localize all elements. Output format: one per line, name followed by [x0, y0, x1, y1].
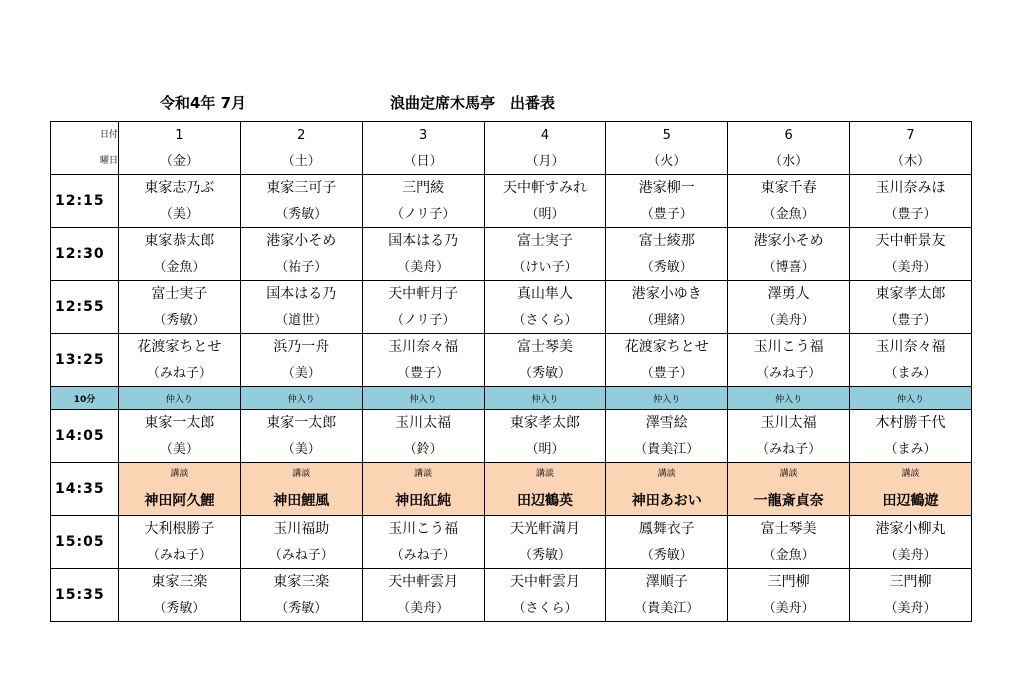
accompanist: （博喜）: [762, 259, 815, 275]
koudan-label: 講談: [779, 469, 798, 480]
performer-name: 富士実子: [151, 286, 208, 303]
performer-cell: [728, 516, 850, 569]
performer-name: 三門柳: [889, 574, 932, 591]
intermission-cell: 仲入り: [728, 387, 850, 410]
day-header: [606, 122, 728, 175]
performer-name: 天光軒満月: [509, 521, 580, 538]
performer-name: 澤雪絵: [645, 415, 688, 432]
performer-name: 東家一太郎: [266, 415, 337, 432]
accompanist: （美舟）: [884, 600, 937, 616]
accompanist: （みね子）: [390, 547, 456, 563]
accompanist: （貴美江）: [634, 600, 700, 616]
slot-time: 14:05: [51, 410, 119, 463]
slot-time: 14:35: [51, 463, 119, 516]
performer-cell: [240, 516, 362, 569]
day-number: 4: [540, 127, 550, 143]
performer-cell: [362, 175, 484, 228]
performer-name: 三門柳: [767, 574, 810, 591]
performer-cell: [240, 281, 362, 334]
performer-cell: [240, 228, 362, 281]
accompanist: （秀敏）: [640, 259, 693, 275]
performer-cell: [484, 281, 606, 334]
intermission-duration: 10分: [51, 387, 119, 410]
accompanist: （美舟）: [397, 259, 450, 275]
accompanist: （けい子）: [512, 259, 578, 275]
koudan-cell: [606, 463, 728, 516]
performer-cell: [606, 281, 728, 334]
accompanist: （美舟）: [884, 547, 937, 563]
day-weekday: （木）: [891, 153, 931, 169]
koudan-label: 講談: [414, 469, 433, 480]
performer-name: 天中軒景友: [875, 233, 946, 250]
slot-row: [51, 175, 972, 228]
performer-cell: [850, 281, 972, 334]
performer-name: 大利根勝子: [144, 521, 215, 538]
performer-cell: [728, 281, 850, 334]
slot-time: 12:15: [51, 175, 119, 228]
performer-name: 東家志乃ぶ: [144, 180, 215, 197]
accompanist: （秀敏）: [153, 600, 206, 616]
accompanist: （豊子）: [884, 206, 937, 222]
performer-name: 東家孝太郎: [509, 415, 580, 432]
performer-name: 富士琴美: [516, 339, 573, 356]
day-weekday: （水）: [769, 153, 809, 169]
performer-cell: [606, 410, 728, 463]
performer-cell: [119, 228, 241, 281]
koudan-performer: 神田紅純: [395, 492, 452, 509]
performer-name: 東家三楽: [151, 574, 208, 591]
slot-time: 15:05: [51, 516, 119, 569]
day-number: 2: [297, 127, 306, 143]
accompanist: （豊子）: [884, 312, 937, 328]
schedule-table: [50, 121, 972, 622]
day-number: 6: [784, 127, 793, 143]
performer-cell: [362, 334, 484, 387]
performer-name: 港家柳一: [638, 180, 695, 197]
accompanist: （みね子）: [756, 441, 822, 457]
performer-name: 鳳舞衣子: [638, 521, 695, 538]
performer-name: 東家孝太郎: [875, 286, 946, 303]
performer-name: 富士琴美: [760, 521, 817, 538]
day-number: 5: [662, 127, 671, 143]
slot-time: 12:55: [51, 281, 119, 334]
koudan-performer: 神田鯉風: [273, 492, 330, 509]
accompanist: （秀敏）: [275, 206, 328, 222]
performer-cell: [484, 569, 606, 622]
performer-name: 木村勝千代: [875, 415, 946, 432]
performer-cell: [119, 175, 241, 228]
performer-cell: [484, 410, 606, 463]
slot-row: [51, 281, 972, 334]
accompanist: （美舟）: [397, 600, 450, 616]
day-weekday: （日）: [403, 153, 443, 169]
performer-cell: [728, 569, 850, 622]
performer-cell: [728, 334, 850, 387]
performer-name: 東家三楽: [273, 574, 330, 591]
performer-cell: [606, 516, 728, 569]
koudan-label: 講談: [535, 469, 554, 480]
intermission-row: [51, 387, 972, 410]
performer-name: 花渡家ちとせ: [137, 339, 222, 356]
performer-name: 東家三可子: [266, 180, 337, 197]
performer-cell: [850, 516, 972, 569]
accompanist: （みね子）: [146, 547, 212, 563]
accompanist: （秀敏）: [640, 547, 693, 563]
accompanist: （金魚）: [762, 206, 815, 222]
performer-cell: [240, 410, 362, 463]
performer-cell: [119, 516, 241, 569]
accompanist: （美）: [159, 441, 199, 457]
accompanist: （秀敏）: [153, 312, 206, 328]
performer-cell: [119, 569, 241, 622]
accompanist: （明）: [525, 441, 565, 457]
performer-name: 玉川奈みほ: [875, 180, 946, 197]
performer-name: 天中軒雲月: [509, 574, 580, 591]
schedule-title: 浪曲定席木馬亭 出番表: [390, 94, 556, 112]
performer-cell: [240, 334, 362, 387]
accompanist: （美舟）: [762, 600, 815, 616]
performer-cell: [850, 175, 972, 228]
intermission-cell: 仲入り: [484, 387, 606, 410]
schedule-period: 令和4年 7月: [160, 94, 247, 112]
performer-name: 玉川太福: [395, 415, 452, 432]
koudan-performer: 神田あおい: [631, 492, 702, 509]
accompanist: （金魚）: [153, 259, 206, 275]
intermission-cell: 仲入り: [240, 387, 362, 410]
accompanist: （さくら）: [512, 600, 578, 616]
performer-name: 玉川太福: [760, 415, 817, 432]
accompanist: （美舟）: [884, 259, 937, 275]
performer-name: 玉川奈々福: [875, 339, 946, 356]
performer-cell: [728, 410, 850, 463]
slot-time: 15:35: [51, 569, 119, 622]
performer-cell: [119, 281, 241, 334]
performer-name: 玉川こう福: [753, 339, 824, 356]
accompanist: （金魚）: [762, 547, 815, 563]
performer-name: 玉川奈々福: [388, 339, 459, 356]
accompanist: （ノリ子）: [390, 312, 456, 328]
performer-cell: [850, 569, 972, 622]
performer-cell: [119, 334, 241, 387]
day-header: [728, 122, 850, 175]
performer-name: 天中軒すみれ: [502, 180, 587, 197]
performer-name: 東家恭太郎: [144, 233, 215, 250]
performer-cell: [850, 334, 972, 387]
performer-name: 玉川福助: [273, 521, 330, 538]
accompanist: （まみ）: [884, 365, 937, 381]
day-number: 7: [906, 127, 915, 143]
day-header: [362, 122, 484, 175]
performer-name: 真山隼人: [516, 286, 573, 303]
performer-cell: [362, 281, 484, 334]
performer-name: 三門綾: [402, 180, 445, 197]
performer-name: 富士実子: [516, 233, 573, 250]
accompanist: （まみ）: [884, 441, 937, 457]
intermission-cell: 仲入り: [362, 387, 484, 410]
performer-cell: [240, 569, 362, 622]
performer-name: 港家小そめ: [753, 233, 824, 250]
performer-name: 澤勇人: [767, 286, 810, 303]
accompanist: （秀敏）: [518, 365, 571, 381]
day-number: 1: [175, 127, 184, 143]
accompanist: （豊子）: [640, 206, 693, 222]
slot-time: 13:25: [51, 334, 119, 387]
performer-name: 港家小柳丸: [875, 521, 946, 538]
accompanist: （みね子）: [268, 547, 334, 563]
performer-cell: [850, 228, 972, 281]
accompanist: （道世）: [275, 312, 328, 328]
accompanist: （秀敏）: [518, 547, 571, 563]
accompanist: （鈴）: [403, 441, 443, 457]
day-header: [240, 122, 362, 175]
performer-cell: [484, 175, 606, 228]
accompanist: （祐子）: [275, 259, 328, 275]
weekday-label: 曜日: [99, 155, 118, 166]
header-row: [51, 122, 972, 175]
accompanist: （美）: [159, 206, 199, 222]
performer-cell: [728, 175, 850, 228]
koudan-label: 講談: [901, 469, 920, 480]
accompanist: （理緒）: [640, 312, 693, 328]
slot-row: [51, 410, 972, 463]
performer-name: 玉川こう福: [388, 521, 459, 538]
performer-name: 東家一太郎: [144, 415, 215, 432]
day-weekday: （火）: [647, 153, 687, 169]
performer-cell: [606, 569, 728, 622]
koudan-performer: 田辺鶴英: [516, 492, 573, 509]
accompanist: （美）: [281, 365, 321, 381]
intermission-cell: 仲入り: [119, 387, 241, 410]
performer-name: 国本はる乃: [266, 286, 337, 303]
performer-cell: [606, 175, 728, 228]
day-weekday: （月）: [525, 153, 565, 169]
day-header: [119, 122, 241, 175]
koudan-cell: [728, 463, 850, 516]
accompanist: （みね子）: [146, 365, 212, 381]
day-header: [484, 122, 606, 175]
performer-cell: [606, 334, 728, 387]
performer-cell: [728, 228, 850, 281]
performer-name: 浜乃一舟: [273, 339, 330, 356]
accompanist: （明）: [525, 206, 565, 222]
day-weekday: （金）: [159, 153, 199, 169]
performer-cell: [484, 334, 606, 387]
intermission-cell: 仲入り: [850, 387, 972, 410]
slot-row: [51, 334, 972, 387]
accompanist: （美）: [281, 441, 321, 457]
accompanist: （貴美江）: [634, 441, 700, 457]
performer-cell: [484, 516, 606, 569]
intermission-cell: 仲入り: [606, 387, 728, 410]
koudan-cell: [484, 463, 606, 516]
koudan-label: 講談: [170, 469, 189, 480]
slot-row: [51, 569, 972, 622]
performer-cell: [362, 410, 484, 463]
performer-cell: [362, 228, 484, 281]
header-label-cell: [51, 122, 119, 175]
slot-time: 12:30: [51, 228, 119, 281]
day-header: [850, 122, 972, 175]
performer-name: 澤順子: [645, 574, 688, 591]
performer-name: 富士綾那: [638, 233, 695, 250]
slot-row: [51, 516, 972, 569]
accompanist: （美舟）: [762, 312, 815, 328]
performer-name: 国本はる乃: [388, 233, 459, 250]
performer-cell: [850, 410, 972, 463]
performer-cell: [362, 569, 484, 622]
performer-name: 天中軒雲月: [388, 574, 459, 591]
koudan-row: [51, 463, 972, 516]
date-label: 日付: [99, 129, 118, 140]
performer-cell: [484, 228, 606, 281]
accompanist: （さくら）: [512, 312, 578, 328]
performer-cell: [119, 410, 241, 463]
performer-cell: [606, 228, 728, 281]
koudan-cell: [362, 463, 484, 516]
day-weekday: （土）: [281, 153, 321, 169]
koudan-performer: 田辺鶴遊: [882, 492, 939, 509]
koudan-label: 講談: [657, 469, 676, 480]
koudan-label: 講談: [292, 469, 311, 480]
performer-name: 花渡家ちとせ: [624, 339, 709, 356]
accompanist: （ノリ子）: [390, 206, 456, 222]
performer-cell: [362, 516, 484, 569]
day-number: 3: [418, 127, 428, 143]
performer-name: 天中軒月子: [388, 286, 459, 303]
performer-cell: [240, 175, 362, 228]
koudan-cell: [850, 463, 972, 516]
performer-name: 港家小ゆき: [631, 286, 702, 303]
koudan-cell: [240, 463, 362, 516]
performer-name: 東家千春: [760, 180, 817, 197]
accompanist: （みね子）: [756, 365, 822, 381]
accompanist: （豊子）: [397, 365, 450, 381]
accompanist: （豊子）: [640, 365, 693, 381]
koudan-cell: [119, 463, 241, 516]
koudan-performer: 一龍斎貞奈: [753, 492, 824, 509]
koudan-performer: 神田阿久鯉: [144, 492, 215, 509]
accompanist: （秀敏）: [275, 600, 328, 616]
performer-name: 港家小そめ: [266, 233, 337, 250]
slot-row: [51, 228, 972, 281]
